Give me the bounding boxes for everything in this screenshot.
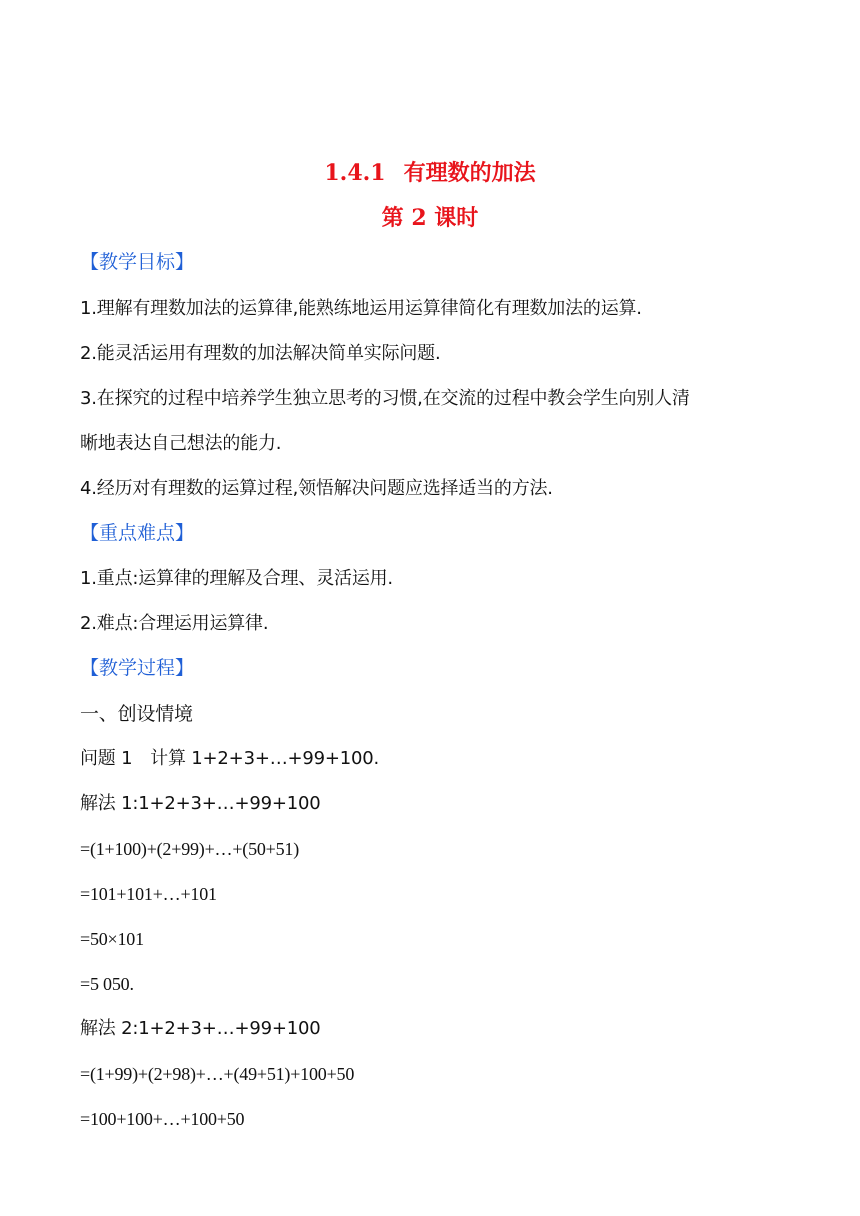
- process-heading: 【教学过程】: [80, 657, 195, 679]
- solution-1-line: =5 050.: [80, 974, 134, 994]
- lesson-number: 1.4.1: [324, 160, 386, 186]
- keypoint-2: 2.难点:合理运用运算律.: [80, 613, 269, 634]
- lesson-title: [0, 158, 860, 188]
- keypoint-1: 1.重点:运算律的理解及合理、灵活运用.: [80, 568, 393, 589]
- step-heading: 一、创设情境: [80, 703, 193, 725]
- lesson-name: 有理数的加法: [403, 160, 536, 186]
- solution-1-line: =50×101: [80, 929, 144, 949]
- objective-3-line-2: 晰地表达自己想法的能力.: [80, 433, 282, 454]
- solution-2-line: =100+100+…+100+50: [80, 1109, 245, 1129]
- objective-4: 4.经历对有理数的运算过程,领悟解决问题应选择适当的方法.: [80, 478, 553, 499]
- keypoints-heading: 【重点难点】: [80, 522, 195, 544]
- lesson-subtitle: 第 2 课时: [381, 205, 479, 231]
- objectives-heading: 【教学目标】: [80, 251, 195, 273]
- solution-2-line: =(1+99)+(2+98)+…+(49+51)+100+50: [80, 1064, 355, 1084]
- objective-3-line-1: 3.在探究的过程中培养学生独立思考的习惯,在交流的过程中教会学生向别人清: [80, 388, 690, 409]
- solution-1-line: =101+101+…+101: [80, 884, 217, 904]
- solution-1-line: =(1+100)+(2+99)+…+(50+51): [80, 839, 300, 859]
- solution-1-line: 解法 1:1+2+3+…+99+100: [80, 793, 321, 814]
- objective-1: 1.理解有理数加法的运算律,能熟练地运用运算律简化有理数加法的运算.: [80, 298, 642, 319]
- question-1: 问题 1 计算 1+2+3+…+99+100.: [80, 748, 380, 769]
- solution-2-line: 解法 2:1+2+3+…+99+100: [80, 1018, 321, 1039]
- objective-2: 2.能灵活运用有理数的加法解决简单实际问题.: [80, 343, 441, 364]
